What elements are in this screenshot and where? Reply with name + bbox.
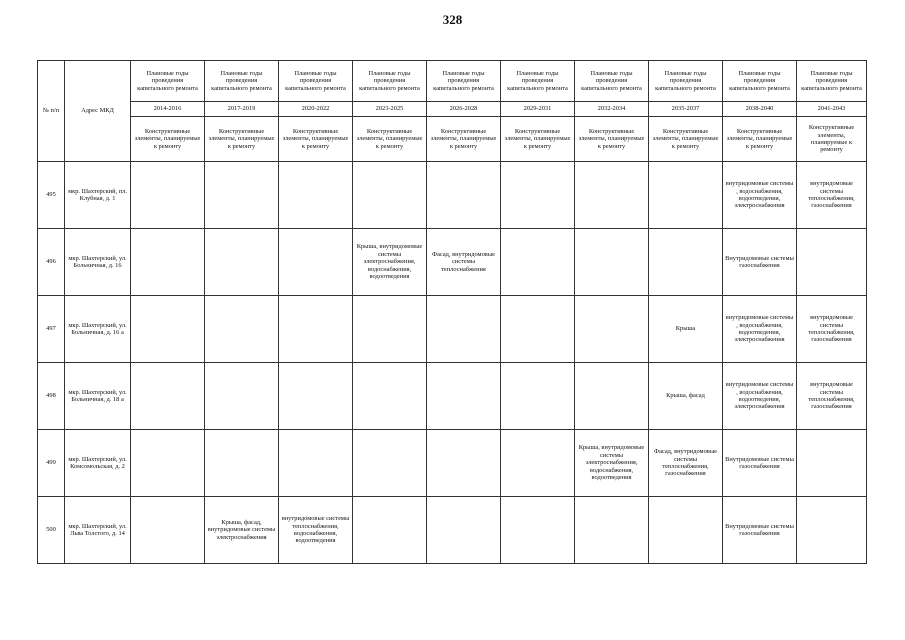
header-row-elements — [38, 117, 867, 162]
table-cell — [501, 296, 575, 363]
row-address: мкр. Шахтерский, ул. Больничная, д. 18 а — [65, 363, 131, 430]
table-cell: Крыша, внутридомовые системы электроснабжения, водоснабжения, водоотведения — [353, 229, 427, 296]
column-header-elements: Конструктивные элементы, планируемые к ремонту — [353, 117, 427, 162]
table-cell: Фасад, внутридомовые системы теплоснабжения, газоснабжения — [649, 430, 723, 497]
column-header-elements: Конструктивные элементы, планируемые к ремонту — [427, 117, 501, 162]
table-row — [38, 296, 867, 363]
table-cell — [649, 497, 723, 564]
table-cell — [279, 363, 353, 430]
table-cell: Крыша, фасад, внутридомовые системы электроснабжения — [205, 497, 279, 564]
column-header-period: Плановые годы проведения капитального ремонта — [649, 61, 723, 102]
table-cell — [131, 296, 205, 363]
table-cell — [427, 296, 501, 363]
row-number: 495 — [38, 162, 65, 229]
table-cell — [205, 430, 279, 497]
header-row-periods — [38, 61, 867, 102]
table-cell — [353, 162, 427, 229]
table-cell — [279, 229, 353, 296]
column-header-period: Плановые годы проведения капитального ремонта — [279, 61, 353, 102]
table-cell — [501, 162, 575, 229]
row-number: 497 — [38, 296, 65, 363]
column-header-elements: Конструктивные элементы, планируемые к ремонту — [797, 117, 867, 162]
table-cell: Крыша, внутридомовые системы электроснабжения, водоснабжения, водоотведения — [575, 430, 649, 497]
table-cell — [649, 229, 723, 296]
column-header-period: Плановые годы проведения капитального ремонта — [501, 61, 575, 102]
table-cell — [797, 497, 867, 564]
table-cell — [353, 430, 427, 497]
header-row-years — [38, 102, 867, 117]
table-cell — [797, 229, 867, 296]
column-header-address: Адрес МКД — [65, 61, 131, 162]
column-header-elements: Конструктивные элементы, планируемые к ремонту — [649, 117, 723, 162]
column-header-period: Плановые годы проведения капитального ремонта — [797, 61, 867, 102]
table-cell — [427, 430, 501, 497]
column-header-period: Плановые годы проведения капитального ремонта — [575, 61, 649, 102]
column-header-years: 2023-2025 — [353, 102, 427, 117]
table-cell: внутридомовые системы , водоснабжения, водоотведения, электроснабжения — [723, 296, 797, 363]
table-cell: Внутридомовые системы газоснабжения — [723, 229, 797, 296]
table-cell — [353, 497, 427, 564]
table-cell: Внутридомовые системы газоснабжения — [723, 497, 797, 564]
column-header-elements: Конструктивные элементы, планируемые к ремонту — [575, 117, 649, 162]
column-header-years: 2026-2028 — [427, 102, 501, 117]
column-header-years: 2035-2037 — [649, 102, 723, 117]
row-number: 496 — [38, 229, 65, 296]
table-cell — [279, 162, 353, 229]
column-header-years: 2017-2019 — [205, 102, 279, 117]
table-cell — [501, 430, 575, 497]
column-header-years: 2029-2031 — [501, 102, 575, 117]
table-cell — [131, 229, 205, 296]
row-number: 500 — [38, 497, 65, 564]
table-row — [38, 430, 867, 497]
column-header-years: 2041-2043 — [797, 102, 867, 117]
column-header-elements: Конструктивные элементы, планируемые к ремонту — [723, 117, 797, 162]
column-header-years: 2020-2022 — [279, 102, 353, 117]
table-cell: Крыша, фасад — [649, 363, 723, 430]
column-header-elements: Конструктивные элементы, планируемые к ремонту — [279, 117, 353, 162]
table-cell — [501, 229, 575, 296]
table-cell: внутридомовые системы теплоснабжения, газоснабжения — [797, 363, 867, 430]
column-header-period: Плановые годы проведения капитального ремонта — [723, 61, 797, 102]
table-cell — [279, 296, 353, 363]
column-header-period: Плановые годы проведения капитального ремонта — [353, 61, 427, 102]
table-cell — [205, 229, 279, 296]
column-header-period: Плановые годы проведения капитального ремонта — [427, 61, 501, 102]
column-header-elements: Конструктивные элементы, планируемые к ремонту — [205, 117, 279, 162]
table-cell — [353, 363, 427, 430]
table-row — [38, 229, 867, 296]
table-cell — [501, 497, 575, 564]
table-cell: внутридомовые системы теплоснабжения, водоснабжения, водоотведения — [279, 497, 353, 564]
table-cell: Фасад, внутридомовые системы теплоснабжения — [427, 229, 501, 296]
column-header-number: № п/п — [38, 61, 65, 162]
table-cell — [205, 363, 279, 430]
column-header-elements: Конструктивные элементы, планируемые к ремонту — [501, 117, 575, 162]
column-header-period: Плановые годы проведения капитального ремонта — [205, 61, 279, 102]
table-row — [38, 363, 867, 430]
table-cell — [131, 430, 205, 497]
page-number: 328 — [442, 12, 463, 27]
capital-repair-table — [37, 60, 867, 564]
table-row — [38, 162, 867, 229]
table-cell — [205, 162, 279, 229]
column-header-years: 2032-2034 — [575, 102, 649, 117]
table-cell — [131, 497, 205, 564]
table-cell — [575, 296, 649, 363]
table-cell: Внутридомовые системы газоснабжения — [723, 430, 797, 497]
row-address: мкр. Шахтерский, ул. Льва Толстого, д. 14 — [65, 497, 131, 564]
column-header-period: Плановые годы проведения капитального ремонта — [131, 61, 205, 102]
table-cell — [427, 363, 501, 430]
table-cell — [131, 162, 205, 229]
table-cell — [279, 430, 353, 497]
column-header-years: 2038-2040 — [723, 102, 797, 117]
table-cell — [131, 363, 205, 430]
table-cell — [649, 162, 723, 229]
column-header-elements: Конструктивные элементы, планируемые к ремонту — [131, 117, 205, 162]
table-cell — [797, 430, 867, 497]
column-header-years: 2014-2016 — [131, 102, 205, 117]
table-cell — [353, 296, 427, 363]
table-row — [38, 497, 867, 564]
table-cell: Крыша — [649, 296, 723, 363]
table-cell: внутридомовые системы теплоснабжения, газоснабжения — [797, 162, 867, 229]
table-cell — [575, 363, 649, 430]
row-address: мкр. Шахтерский, ул. Больничная, д. 16 а — [65, 296, 131, 363]
table-cell — [575, 162, 649, 229]
table-cell — [205, 296, 279, 363]
table-cell — [427, 497, 501, 564]
table-cell: внутридомовые системы , водоснабжения, водоотведения, электроснабжения — [723, 162, 797, 229]
table-cell — [575, 229, 649, 296]
row-number: 499 — [38, 430, 65, 497]
table-cell — [575, 497, 649, 564]
table-cell: внутридомовые системы , водоснабжения, водоотведения, электроснабжения — [723, 363, 797, 430]
table-cell: внутридомовые системы теплоснабжения, газоснабжения — [797, 296, 867, 363]
row-address: мкр. Шахтерский, ул. Больничная, д. 16 — [65, 229, 131, 296]
row-number: 498 — [38, 363, 65, 430]
row-address: мкр. Шахтерский, ул. Комсомольская, д. 2 — [65, 430, 131, 497]
row-address: мкр. Шахтерский, пл. Клубная, д. 1 — [65, 162, 131, 229]
table-cell — [427, 162, 501, 229]
table-cell — [501, 363, 575, 430]
